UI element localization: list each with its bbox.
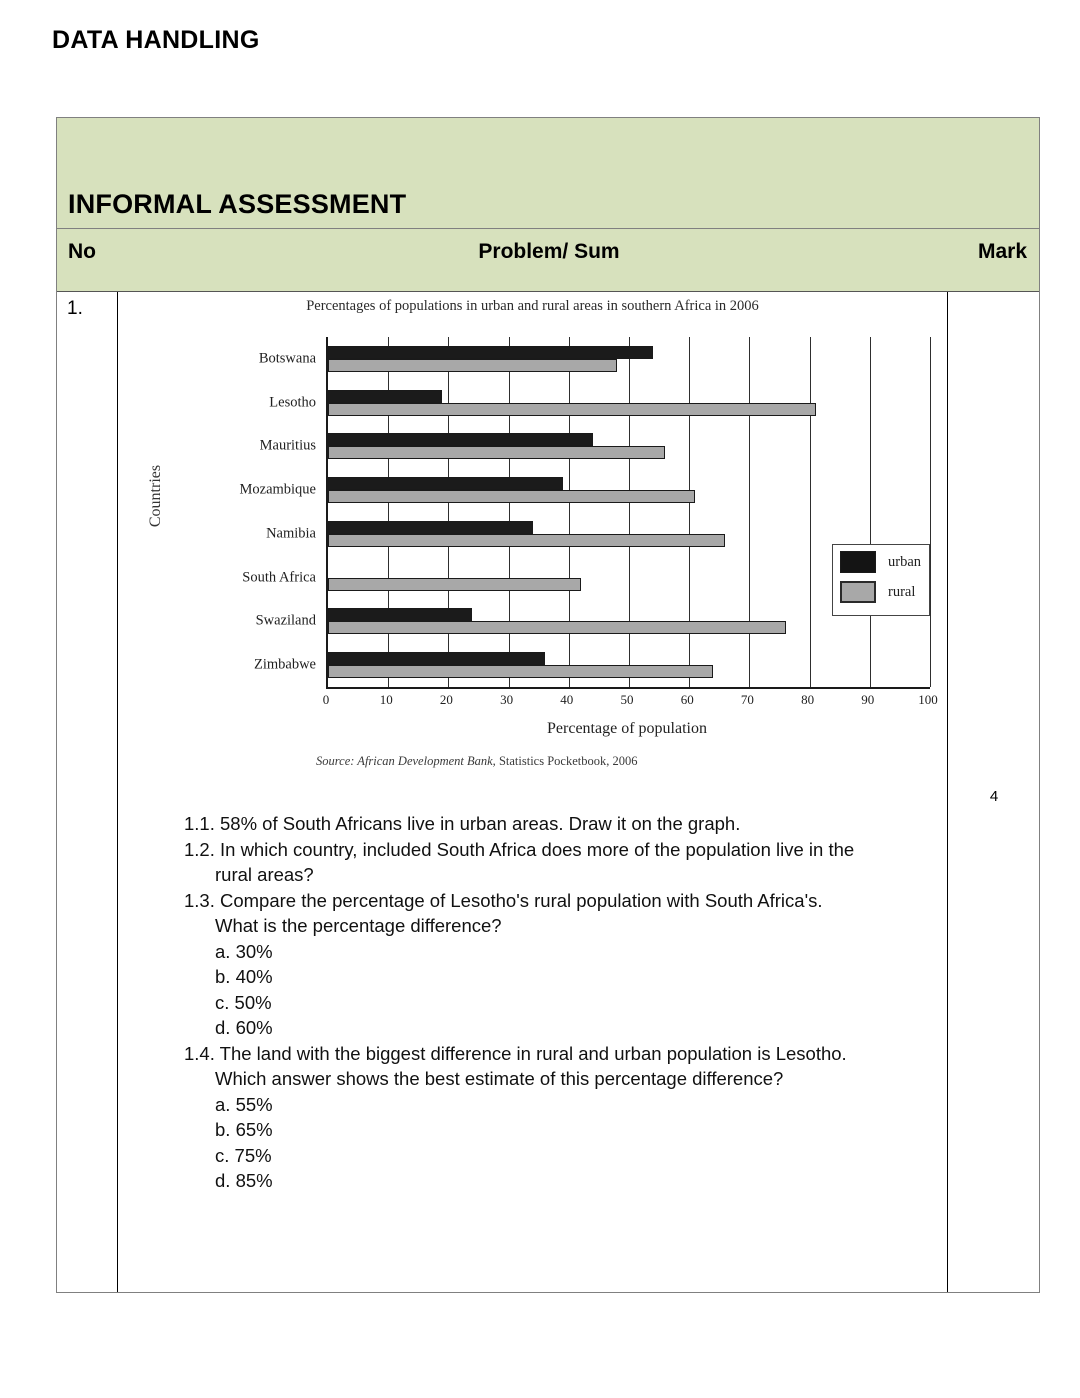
x-axis-label: Percentage of population [547,720,707,737]
mark-value: 4 [989,788,999,805]
chart-source-emphasis: Source: African Development Bank, [316,754,496,768]
question-text: Which answer shows the best estimate of this percentage difference? [215,1068,784,1089]
bar-rural-south-africa [328,578,581,591]
x-tick-label: 50 [620,692,634,707]
bar-rural-mozambique [328,490,695,503]
cell-mark [947,292,1040,1292]
question-text: 1.2. In which country, included South Africa does more of the population live in the [184,838,855,860]
gridline [930,337,931,687]
bar-urban-mozambique [328,477,563,490]
question-option[interactable]: c. 50% [215,991,272,1013]
table-column-headers [57,229,1039,292]
question-1-3 [184,888,944,1041]
question-1-4 [184,1041,944,1194]
legend-item-urban [840,551,926,577]
question-option[interactable]: b. 40% [215,966,273,987]
category-label: Lesotho [269,394,316,411]
question-text: 1.3. Compare the percentage of Lesotho's rural population with South Africa's. [184,889,823,911]
question-option[interactable]: c. 75% [215,1144,272,1166]
category-labels [156,337,316,687]
question-option[interactable]: d. 60% [215,1017,273,1038]
table-row [57,292,1039,1292]
bar-urban-namibia [328,521,533,534]
column-header-no: No [68,240,96,263]
x-tick-label: 80 [801,692,815,707]
legend-swatch-urban-icon [840,551,876,573]
x-tick-label: 70 [740,692,754,707]
category-label: Mauritius [259,437,316,454]
x-tick-label: 100 [918,692,938,707]
question-option[interactable]: b. 65% [215,1119,273,1140]
gridline [569,337,570,687]
questions-list [184,811,944,1194]
question-option[interactable]: d. 85% [215,1170,273,1191]
legend-label-urban: urban [888,554,922,570]
gridline [810,337,811,687]
x-tick-label: 10 [379,692,393,707]
x-tick-label: 90 [861,692,875,707]
category-label: Zimbabwe [253,656,316,673]
question-number: 1. [67,298,83,319]
column-header-mark: Mark [977,240,1027,263]
question-option[interactable]: a. 55% [215,1093,273,1115]
bar-rural-namibia [328,534,725,547]
bar-urban-zimbabwe [328,652,545,665]
bar-rural-lesotho [328,403,816,416]
assessment-banner [57,118,1039,229]
question-option[interactable]: a. 30% [215,940,273,962]
x-tick-label: 0 [322,692,330,707]
chart-title: Percentages of populations in urban and rural areas in southern Africa in 2006 [306,298,759,314]
question-1-2 [184,837,944,888]
bar-rural-botswana [328,359,617,372]
gridline [509,337,510,687]
category-label: Botswana [258,350,316,367]
question-1-1 [184,811,944,837]
x-tick-label: 20 [439,692,453,707]
category-label: Swaziland [255,612,316,629]
x-tick-label: 60 [680,692,694,707]
bar-urban-swaziland [328,608,472,621]
gridline [629,337,630,687]
assessment-banner-title: INFORMAL ASSESSMENT [68,189,407,219]
category-label: Mozambique [239,481,316,498]
bar-rural-zimbabwe [328,665,713,678]
cell-problem-content [118,292,947,1292]
chart-source-rest: Statistics Pocketbook, 2006 [495,754,638,768]
bar-rural-mauritius [328,446,665,459]
page-title: DATA HANDLING [52,26,260,54]
x-tick-label: 30 [500,692,514,707]
column-header-problem: Problem/ Sum [478,240,620,263]
gridline [870,337,871,687]
gridline [448,337,449,687]
category-label: South Africa [242,569,316,586]
x-tick-label: 40 [560,692,574,707]
question-text: What is the percentage difference? [215,915,502,936]
cell-question-number [57,292,118,1292]
legend-label-rural: rural [888,584,916,600]
x-axis-tick-labels [322,692,938,712]
y-axis-label: Countries [147,464,164,528]
bar-rural-swaziland [328,621,786,634]
question-text: rural areas? [215,864,314,885]
assessment-table [56,117,1040,1293]
bar-urban-botswana [328,346,653,359]
chart-legend [832,544,930,616]
chart-plot-area [326,337,930,689]
bar-urban-lesotho [328,390,442,403]
legend-item-rural [840,581,926,607]
chart-source-note [316,754,637,769]
question-text: 1.1. 58% of South Africans live in urban areas. Draw it on the graph. [184,813,741,834]
legend-swatch-rural-icon [840,581,876,603]
category-label: Namibia [266,525,316,542]
question-text: 1.4. The land with the biggest difference in rural and urban population is Lesotho. [184,1042,847,1064]
bar-chart-figure [118,292,947,772]
bar-urban-mauritius [328,433,593,446]
gridline [689,337,690,687]
gridline [749,337,750,687]
